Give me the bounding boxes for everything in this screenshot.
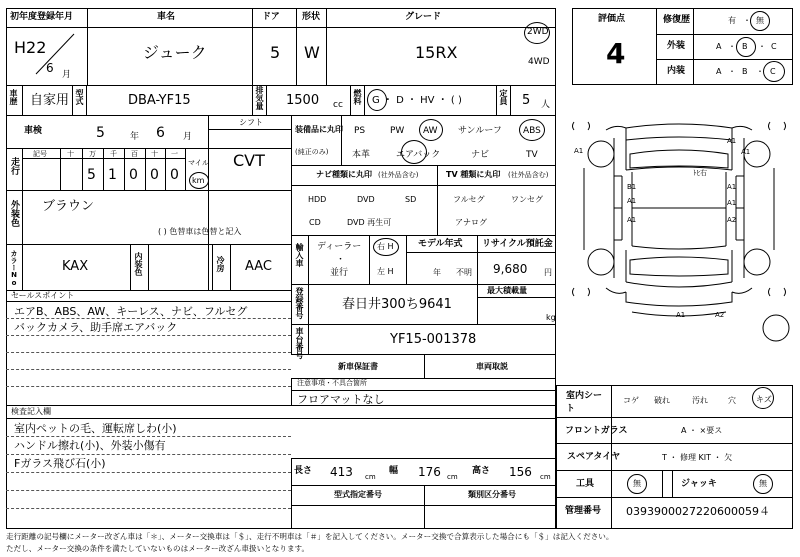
exterior-note: ( ) 色替車は色替と記入 [158, 227, 242, 236]
usage-label: 車歴 [9, 89, 18, 105]
int-grade-label: 内装 [667, 66, 686, 76]
navi-sd: SD [405, 195, 417, 204]
mark-a1-front-left: A1 [574, 147, 584, 155]
windshield-label: フロントガラス [565, 426, 628, 436]
capacity-label: 定員 [499, 89, 508, 105]
mark-a1-right-door: A1 [727, 183, 737, 191]
year-slash [30, 30, 80, 78]
mile-label: マイル [188, 159, 209, 167]
manual-label: 車両取説 [476, 362, 508, 371]
inspection-month: 6 [156, 125, 165, 141]
car-damage-diagram [566, 110, 792, 380]
jack-label: ジャッキ [681, 479, 717, 489]
max-load-unit: kg [546, 313, 556, 322]
sales-point-line-1: エアB、ABS、AW、キーレス、ナビ、フルセグ [14, 305, 248, 318]
equip-tv: TV [526, 150, 538, 160]
equip-abs: ABS [523, 126, 541, 136]
equip-airbag: エアバック [396, 150, 441, 160]
exterior-label: 外装色 [9, 200, 19, 227]
color-no-label: カラーNo. [10, 250, 18, 295]
seat-scratch: キズ [756, 395, 772, 404]
capacity-unit: 人 [541, 100, 551, 110]
shape-label: 形状 [302, 12, 321, 22]
equip-aw: AW [423, 126, 438, 136]
mark-a1-front-right-top: A1 [727, 137, 737, 145]
inspection-year-unit: 年 [130, 132, 140, 142]
tv-oneseg: ワンセグ [511, 195, 543, 204]
int-a: A [716, 67, 722, 76]
recycle-label: リサイクル預託金 [482, 239, 553, 249]
ext-c: C [771, 42, 777, 51]
length-label: 長さ [294, 466, 313, 476]
displacement-unit: cc [333, 100, 343, 110]
ext-dot-2: ・ [758, 42, 766, 51]
exterior-color: ブラウン [42, 199, 95, 214]
jack-none: 無 [759, 479, 767, 488]
fuel-options: G ・ D ・ HV ・ ( ) [372, 95, 462, 106]
grade-label: グレード [405, 12, 442, 22]
registration-label: 登録番号 [295, 287, 304, 319]
navi-dvd-play: DVD 再生可 [347, 218, 392, 227]
tv-analog: アナログ [455, 218, 487, 227]
digit-head-1: 十 [67, 150, 74, 158]
repair-none: 無 [756, 16, 764, 25]
first-reg-year: H22 [14, 38, 47, 57]
mark-a1-left-door: A1 [627, 197, 637, 205]
inspector-line-3: Fガラス飛び石(小) [14, 457, 106, 470]
tv-title-sub: (社外品含む) [508, 171, 549, 179]
import-dot: ・ [336, 255, 346, 265]
footer-line-1: 走行距離の記号欄にメーター改ざん車は「＊」、メーター交換車は「＄」、走行不明車は「＃」を記入してください。メーター交換で合算表示した場合にも「＄」は記入ください。 [6, 532, 614, 541]
shift-label: シフト [239, 118, 263, 127]
mark-a2-right-rear: A2 [727, 216, 737, 224]
first-reg-month: 6 [46, 61, 54, 75]
footer-line-2: ただし、メーター交換の条件を満たしていないものはメーター改ざん車扱いとなります。 [6, 544, 310, 553]
width-label: 幅 [389, 466, 399, 476]
ext-dot-1: ・ [728, 42, 736, 51]
repair-yes: 有 [728, 16, 736, 25]
model-value: DBA-YF15 [128, 93, 191, 108]
displacement-label: 排気量 [255, 86, 264, 110]
height-label: 高さ [472, 466, 491, 476]
height-value: 156 [509, 465, 532, 479]
import-right-h: 右 H [377, 242, 394, 251]
windshield-opts: A ・ ×要ス [681, 426, 723, 435]
length-unit: cm [365, 473, 376, 481]
model-year-unit: 年 [433, 268, 441, 277]
navi-hdd: HDD [308, 195, 327, 204]
body-shape: W [304, 43, 320, 62]
mark-b1-left-door: B1 [627, 183, 637, 191]
usage-value: 自家用 [30, 93, 70, 108]
spare-opts: T ・ 修理 KIT ・ 欠 [662, 453, 733, 462]
import-parallel: 並行 [330, 268, 349, 278]
notes-text: フロアマットなし [297, 393, 385, 406]
int-dot-2: ・ [756, 67, 764, 76]
ac-label: 冷房 [216, 256, 225, 272]
equip-pw: PW [390, 126, 405, 136]
interior-color-label: 内装色 [134, 252, 143, 276]
equip-leather: 本革 [352, 150, 371, 160]
model-year-label: モデル年式 [418, 239, 463, 249]
repair-label: 修復歴 [663, 15, 691, 25]
max-load-label: 最大積載量 [487, 286, 527, 295]
seat-label: 室内シート [566, 391, 603, 414]
door-label: ドア [262, 12, 280, 22]
model-year-unknown: 不明 [456, 268, 472, 277]
digit-head-5: 十 [151, 150, 158, 158]
score-value: 4 [606, 37, 626, 70]
ext-b: B [742, 42, 748, 51]
mileage-digit-6: 0 [170, 167, 179, 183]
ac-value: AAC [245, 259, 272, 274]
inspection-year: 5 [96, 125, 105, 141]
name-label: 車名 [157, 12, 176, 22]
inspection-month-unit: 月 [183, 132, 193, 142]
seat-tear: 破れ [654, 396, 670, 405]
repair-dot: ・ [743, 16, 751, 25]
navi-cd: CD [309, 218, 321, 227]
digit-head-6: 一 [171, 150, 178, 158]
equipment-label: 装備品に丸印 [295, 125, 343, 134]
ext-a: A [716, 42, 722, 51]
displacement-value: 1500 [286, 93, 320, 108]
mark-a1-rear: A1 [676, 311, 686, 319]
sales-point-line-2: バックカメラ、助手席エアバック [14, 321, 178, 334]
spare-label: スペアタイヤ [567, 452, 621, 462]
mark-a1-front-right: A1 [741, 148, 751, 156]
first-reg-month-unit: 月 [62, 70, 72, 80]
tools-none: 無 [633, 479, 641, 488]
type-designation-label: 型式指定番号 [334, 490, 382, 499]
notes-label: 注意事項・不具合箇所 [297, 379, 367, 387]
inspector-label: 検査記入欄 [11, 407, 51, 416]
chassis-label: 車台番号 [295, 327, 304, 359]
class-designation-label: 類別区分番号 [468, 490, 516, 499]
model-label: 型式 [75, 89, 84, 105]
mark-a1-left-rear: A1 [627, 216, 637, 224]
mark-a2-rear: A2 [715, 311, 725, 319]
mileage-digit-2: 5 [87, 167, 96, 183]
inspector-line-1: 室内ペットの毛、運転席しわ(小) [14, 422, 177, 435]
height-unit: cm [540, 473, 551, 481]
year-label: 初年度登録年月 [10, 12, 74, 22]
equip-sunroof: サンルーフ [458, 126, 502, 136]
import-label: 輸入車 [295, 243, 304, 267]
digit-head-2: 万 [89, 150, 96, 158]
int-c: C [770, 67, 776, 76]
grade-value: 15RX [415, 43, 458, 62]
mileage-label: 走行 [9, 157, 19, 175]
width-unit: cm [447, 473, 458, 481]
digit-head-4: 百 [131, 150, 138, 158]
registration-value: 春日井300ち9641 [342, 297, 452, 312]
door-count: 5 [270, 43, 281, 62]
seat-dirt: 汚れ [692, 396, 708, 405]
drive-4wd: 4WD [528, 57, 550, 67]
tools-label: 工具 [576, 479, 595, 489]
ext-grade-label: 外装 [667, 41, 686, 51]
equipment-sublabel: (純正のみ) [295, 148, 329, 156]
capacity-value: 5 [522, 93, 531, 108]
seat-scorch: コゲ [623, 396, 639, 405]
mileage-mark-label: 記号 [33, 150, 47, 158]
mileage-digit-5: 0 [150, 167, 159, 183]
tv-fullseg: フルセグ [453, 195, 485, 204]
import-dealer: ディーラー [317, 242, 362, 252]
km-label: km [192, 176, 205, 185]
mark-roof: ﾄﾋ右 [693, 169, 707, 177]
length-value: 413 [330, 465, 353, 479]
tv-title: TV 種類に丸印 [446, 170, 501, 179]
recycle-value: 9,680 [493, 262, 528, 276]
mileage-digit-3: 1 [108, 167, 117, 183]
int-dot-1: ・ [728, 67, 736, 76]
navi-dvd: DVD [357, 195, 375, 204]
width-value: 176 [418, 465, 441, 479]
admin-value: 0393900027220600059４ [626, 505, 770, 518]
chassis-value: YF15-001378 [390, 332, 477, 347]
import-left-h: 左 H [377, 267, 394, 276]
equip-navi: ナビ [471, 150, 490, 160]
inspection-label: 車検 [24, 126, 43, 136]
digit-head-3: 千 [110, 150, 117, 158]
new-warranty-label: 新車保証書 [338, 362, 378, 371]
sales-points-label: セールスポイント [11, 291, 75, 300]
car-name: ジューク [143, 43, 207, 62]
navi-title-sub: (社外品含む) [378, 171, 419, 179]
equip-ps: PS [354, 126, 366, 136]
fuel-label: 燃料 [353, 89, 362, 105]
score-label: 評価点 [598, 14, 626, 24]
admin-label: 管理番号 [565, 506, 602, 516]
inspector-line-2: ハンドル擦れ(小)、外装小傷有 [14, 439, 166, 452]
recycle-yen: 円 [544, 268, 552, 277]
navi-title: ナビ種類に丸印 [316, 170, 372, 179]
color-no-value: KAX [62, 259, 89, 274]
shift-value: CVT [233, 151, 265, 170]
mileage-digit-4: 0 [129, 167, 138, 183]
mark-a1-right-door-2: A1 [727, 199, 737, 207]
seat-hole: 穴 [728, 396, 736, 405]
int-b: B [742, 67, 748, 76]
drive-2wd: 2WD [527, 27, 549, 37]
